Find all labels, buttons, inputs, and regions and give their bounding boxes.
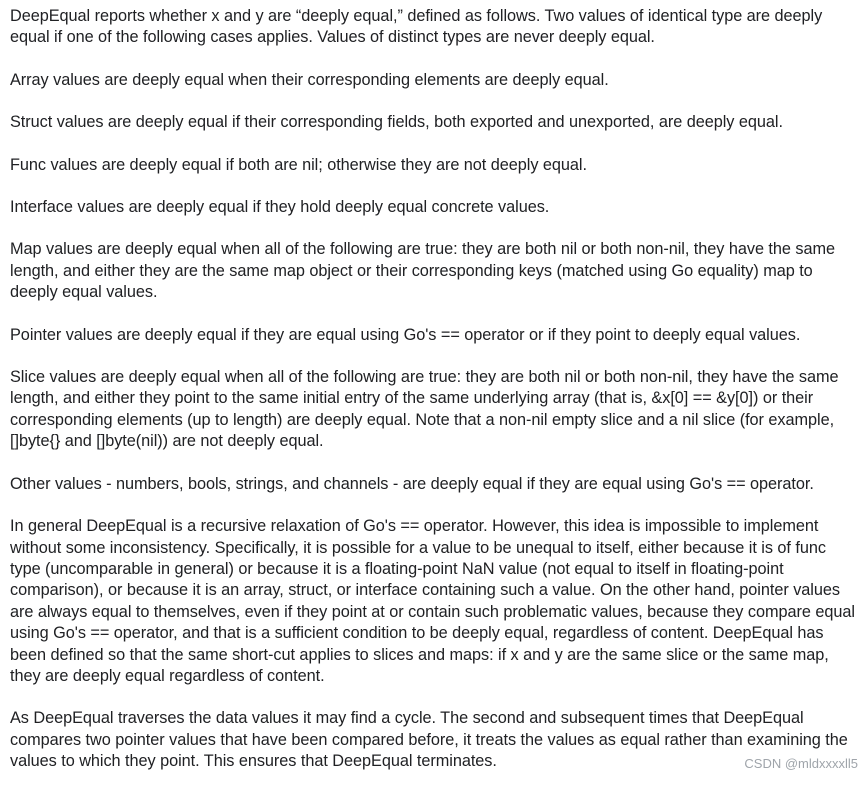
paragraph-array: Array values are deeply equal when their corresponding elements are deeply equal. <box>10 70 609 89</box>
paragraph-func: Func values are deeply equal if both are nil; otherwise they are not deeply equal. <box>10 155 587 174</box>
paragraph-slice: Slice values are deeply equal when all of the following are true: they are both nil or both non-nil, they have the same length, and either they point to the same initial entry of the same underlying array (that is, &x[0] == &y[0]) or their corresponding elements (up to length) are deeply equal. Note that a non-nil empty slice and a nil slice (for example, []byte{} and []byte(nil)) are not deeply equal. <box>10 368 839 451</box>
paragraph-intro: DeepEqual reports whether x and y are “deeply equal,” defined as follows. Two values of identical type are deeply equal if one of the following cases applies. Values of distinct types are never deeply equal. <box>10 7 823 47</box>
csdn-watermark: CSDN @mldxxxxll5 <box>744 756 858 771</box>
paragraph-pointer: Pointer values are deeply equal if they are equal using Go's == operator or if they point to deeply equal values. <box>10 325 801 344</box>
paragraph-cycle: As DeepEqual traverses the data values it may find a cycle. The second and subsequent times that DeepEqual compares two pointer values that have been compared before, it treats the values as equal rather than examining the values to which they point. This ensures that DeepEqual terminates. <box>10 709 848 771</box>
paragraph-struct: Struct values are deeply equal if their corresponding fields, both exported and unexported, are deeply equal. <box>10 113 783 132</box>
paragraph-interface: Interface values are deeply equal if they hold deeply equal concrete values. <box>10 198 550 217</box>
document-body <box>10 6 860 794</box>
paragraph-map: Map values are deeply equal when all of the following are true: they are both nil or both non-nil, they have the same length, and either they are the same map object or their corresponding keys (matched using Go equality) map to deeply equal values. <box>10 240 836 302</box>
paragraph-general: In general DeepEqual is a recursive relaxation of Go's == operator. However, this idea is impossible to implement without some inconsistency. Specifically, it is possible for a value to be unequal to itself, either because it is of func type (uncomparable in general) or because it is a floating-point NaN value (not equal to itself in floating-point comparison), or because it is an array, struct, or interface containing such a value. On the other hand, pointer values are always equal to themselves, even if they point at or contain such problematic values, because they compare equal using Go's == operator, and that is a sufficient condition to be deeply equal, regardless of content. DeepEqual has been defined so that the same short-cut applies to slices and maps: if x and y are the same slice or the same map, they are deeply equal regardless of content. <box>10 517 855 685</box>
paragraph-other: Other values - numbers, bools, strings, and channels - are deeply equal if they are equal using Go's == operator. <box>10 474 814 493</box>
